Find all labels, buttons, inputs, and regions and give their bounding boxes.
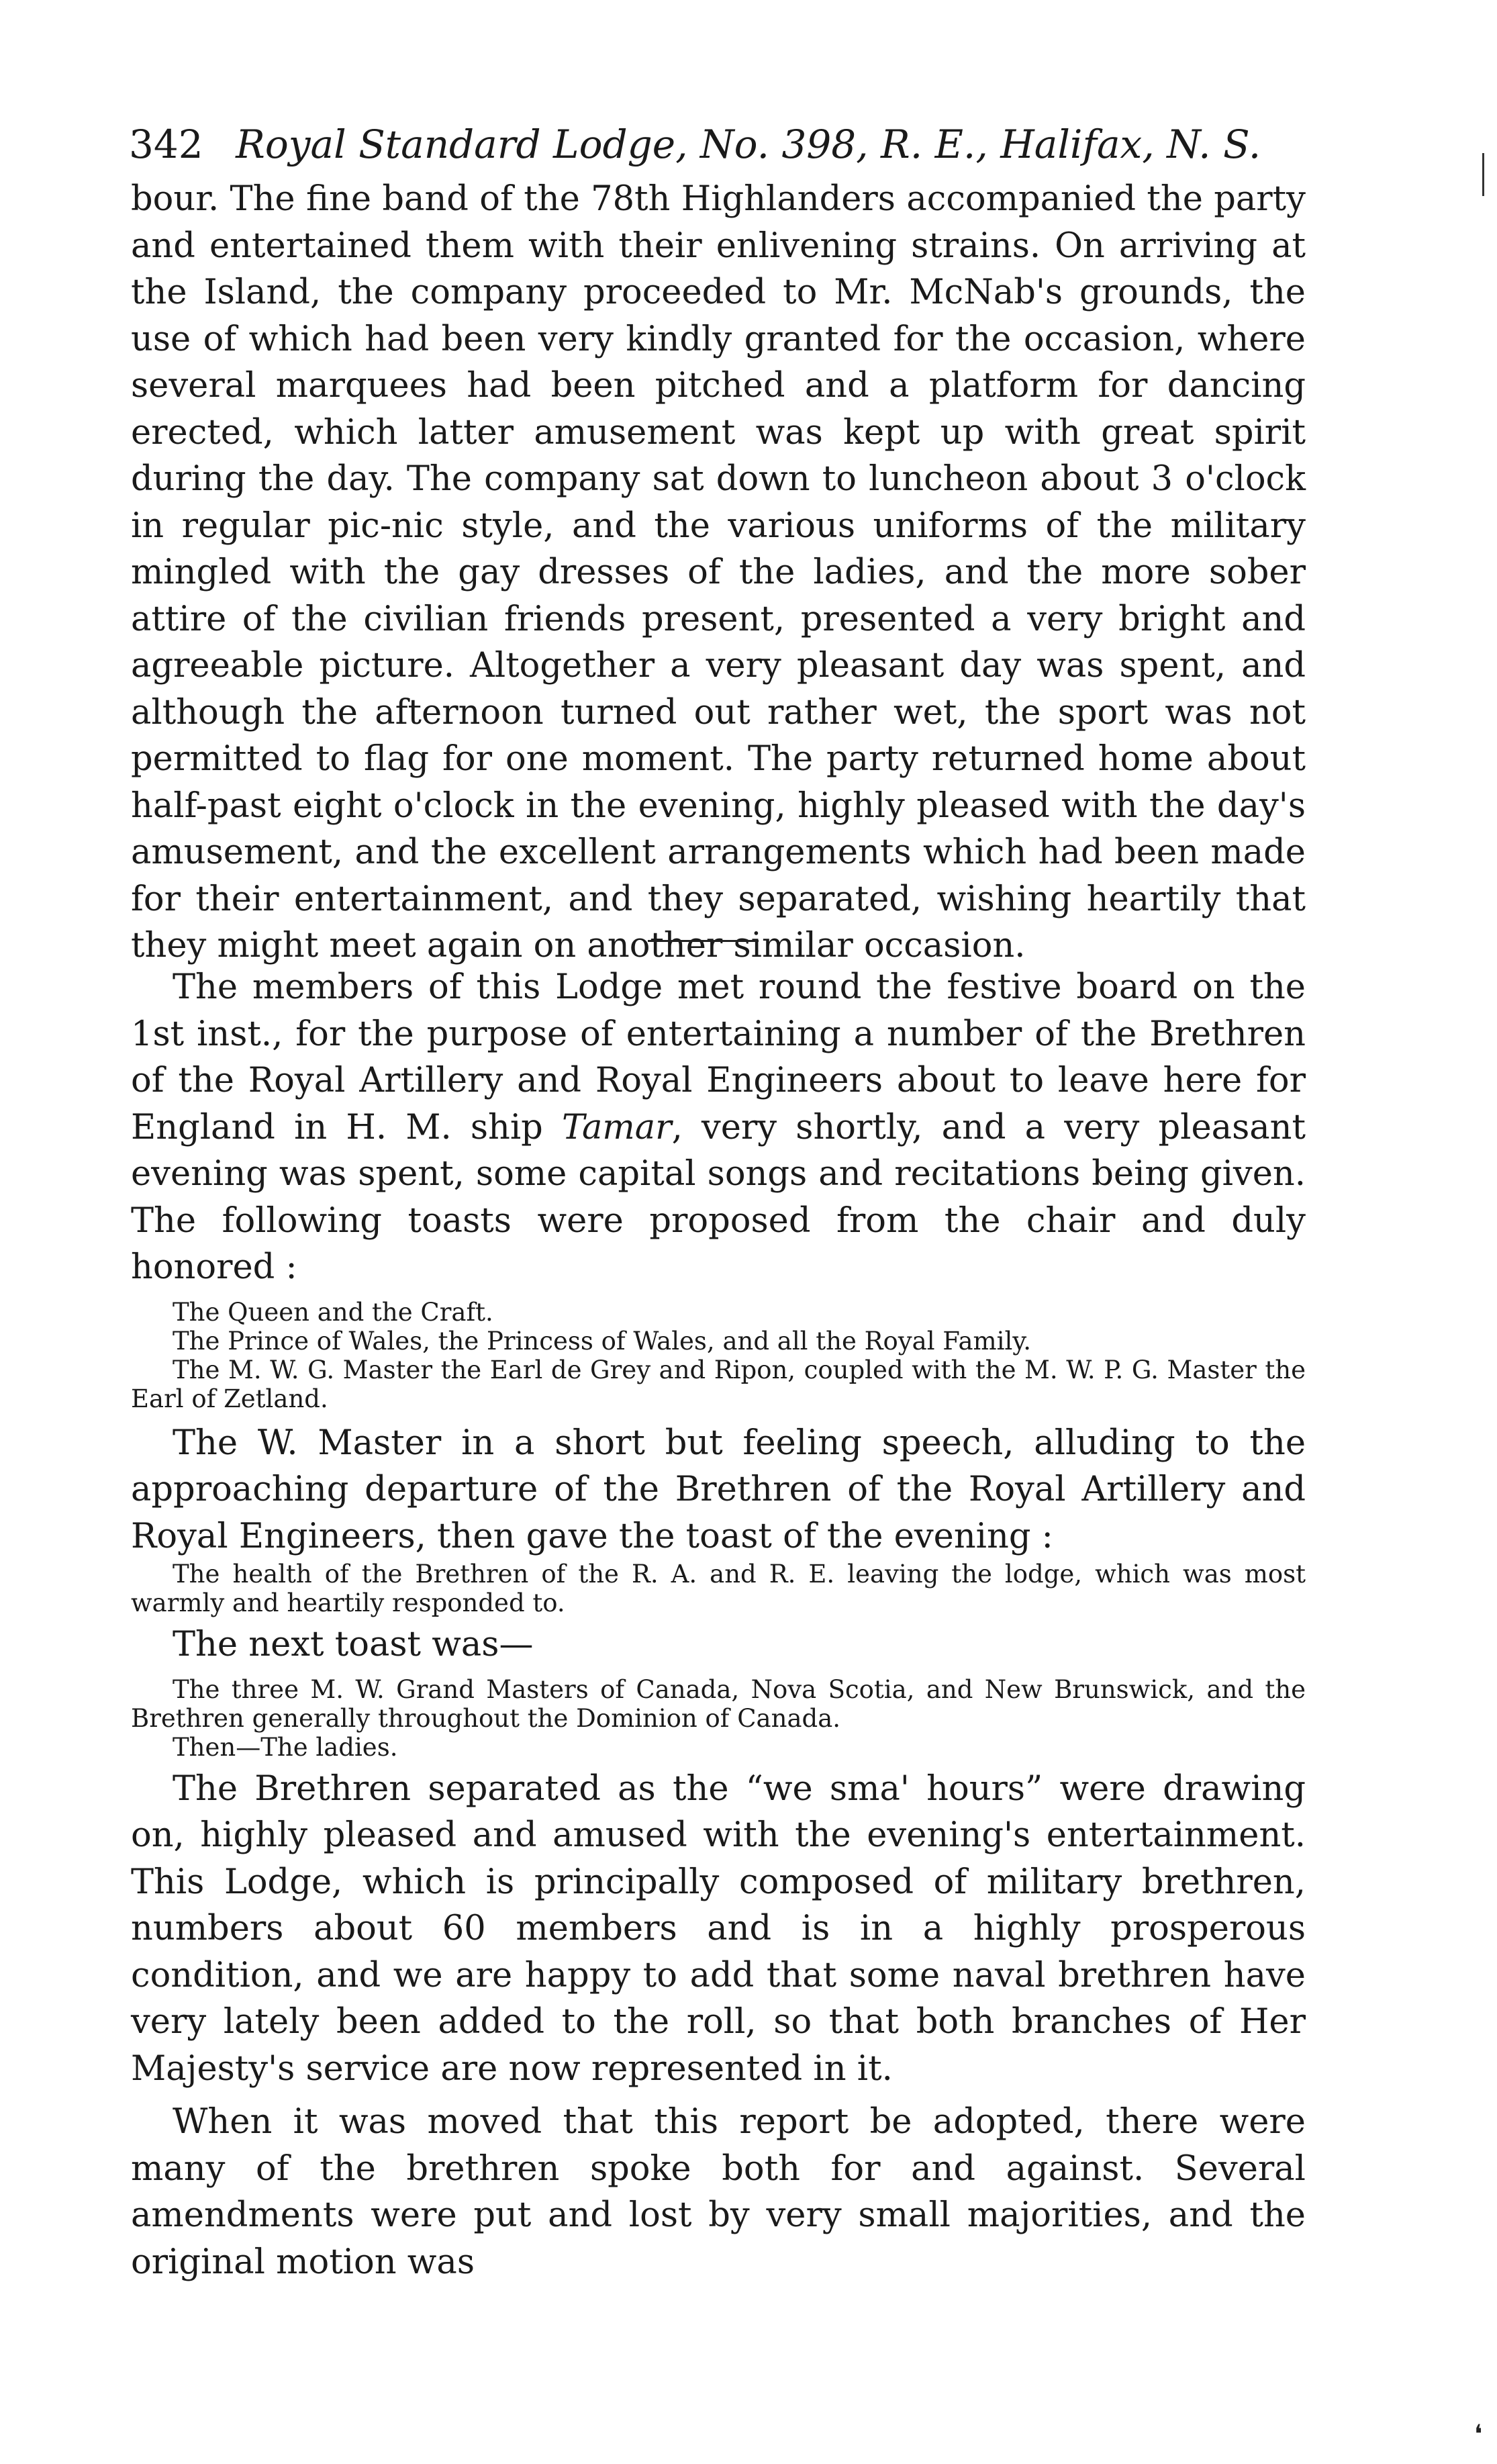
continued-section <box>131 176 1306 969</box>
continued-paragraph: bour. The fine band of the 78th Highlanders accompanied the party and entertained them with their enlivening strains. On arriving at the Island, the company proceeded to Mr. McNab's grounds, the use of which had been very kindly granted for the occasion, where several marquees had been pitched and a platform for dancing erected, which latter amusement was kept up with great spirit during the day. The company sat down to luncheon about 3 o'clock in regular pic-nic style, and the various uniforms of the military mingled with the gay dresses of the ladies, and the more sober attire of the civilian friends present, presented a very bright and agreeable picture. Altogether a very pleasant day was spent, and although the afternoon turned out rather wet, the sport was not permitted to flag for one moment. The party returned home about half-past eight o'clock in the evening, highly pleased with the day's amusement, and the excellent arrangements which had been made for their entertainment, and they separated, wishing heartily that they might meet again on another similar occasion. <box>131 179 1306 965</box>
corner-mark-glyph: ❛ <box>1474 2419 1483 2449</box>
margin-mark <box>1482 153 1484 196</box>
intro-paragraph <box>131 964 1306 1291</box>
toast-grand-masters: The three M. W. Grand Masters of Canada, Nova Scotia, and New Brunswick, and the Brethren generally throughout the Dominion of Canada. <box>131 1674 1306 1733</box>
toast-item: The M. W. G. Master the Earl de Grey and Ripon, coupled with the M. W. P. G. Master the Earl of Zetland. <box>131 1355 1306 1413</box>
report-paragraph: When it was moved that this report be adopted, there were many of the brethren spoke both for and against. Several amendments were put and lost by very small majorities, and the original motion was <box>131 2102 1306 2282</box>
running-header <box>129 121 1310 168</box>
running-title: Royal Standard Lodge, No. 398, R. E., Halifax, N. S. <box>236 122 1261 167</box>
toast-item: The Queen and the Craft. <box>173 1297 493 1327</box>
toast-ladies: Then—The ladies. <box>173 1732 398 1762</box>
section-divider <box>648 940 759 942</box>
master-speech-paragraph: The W. Master in a short but feeling speech, alluding to the approaching departure of the Brethren of the Royal Artillery and Royal Engineers, then gave the toast of the evening : <box>131 1423 1306 1556</box>
ship-name: Tamar <box>561 1107 672 1147</box>
next-toast-line: The next toast was— <box>173 1625 534 1664</box>
closing-paragraph: The Brethren separated as the “we sma' hours” were drawing on, highly pleased and amused with the evening's entertainment. This Lodge, which is principally composed of military brethren, numbers about 60 members and is in a highly prosperous condition, and we are happy to add that some naval brethren have very lately been added to the roll, so that both branches of Her Majesty's service are now represented in it. <box>131 1768 1306 2089</box>
lodge-report-section <box>131 964 1306 2285</box>
intro-text-end: , very shortly, and a very pleasant evening was spent, some capital songs and recitations being given. The following toasts were proposed from the chair and duly honored : <box>131 1107 1306 1287</box>
page-number: 342 <box>129 122 203 167</box>
toast-of-evening: The health of the Brethren of the R. A. and R. E. leaving the lodge, which was most warmly and heartily responded to. <box>131 1560 1306 1617</box>
toast-item: The Prince of Wales, the Princess of Wales, and all the Royal Family. <box>173 1326 1032 1356</box>
intro-text-start: The members of this Lodge met round the festive board on the 1st inst., for the purpose of entertaining a number of the Brethren of the Royal Artillery and Royal Engineers about to leave here for England in H. M. ship <box>131 967 1306 1147</box>
